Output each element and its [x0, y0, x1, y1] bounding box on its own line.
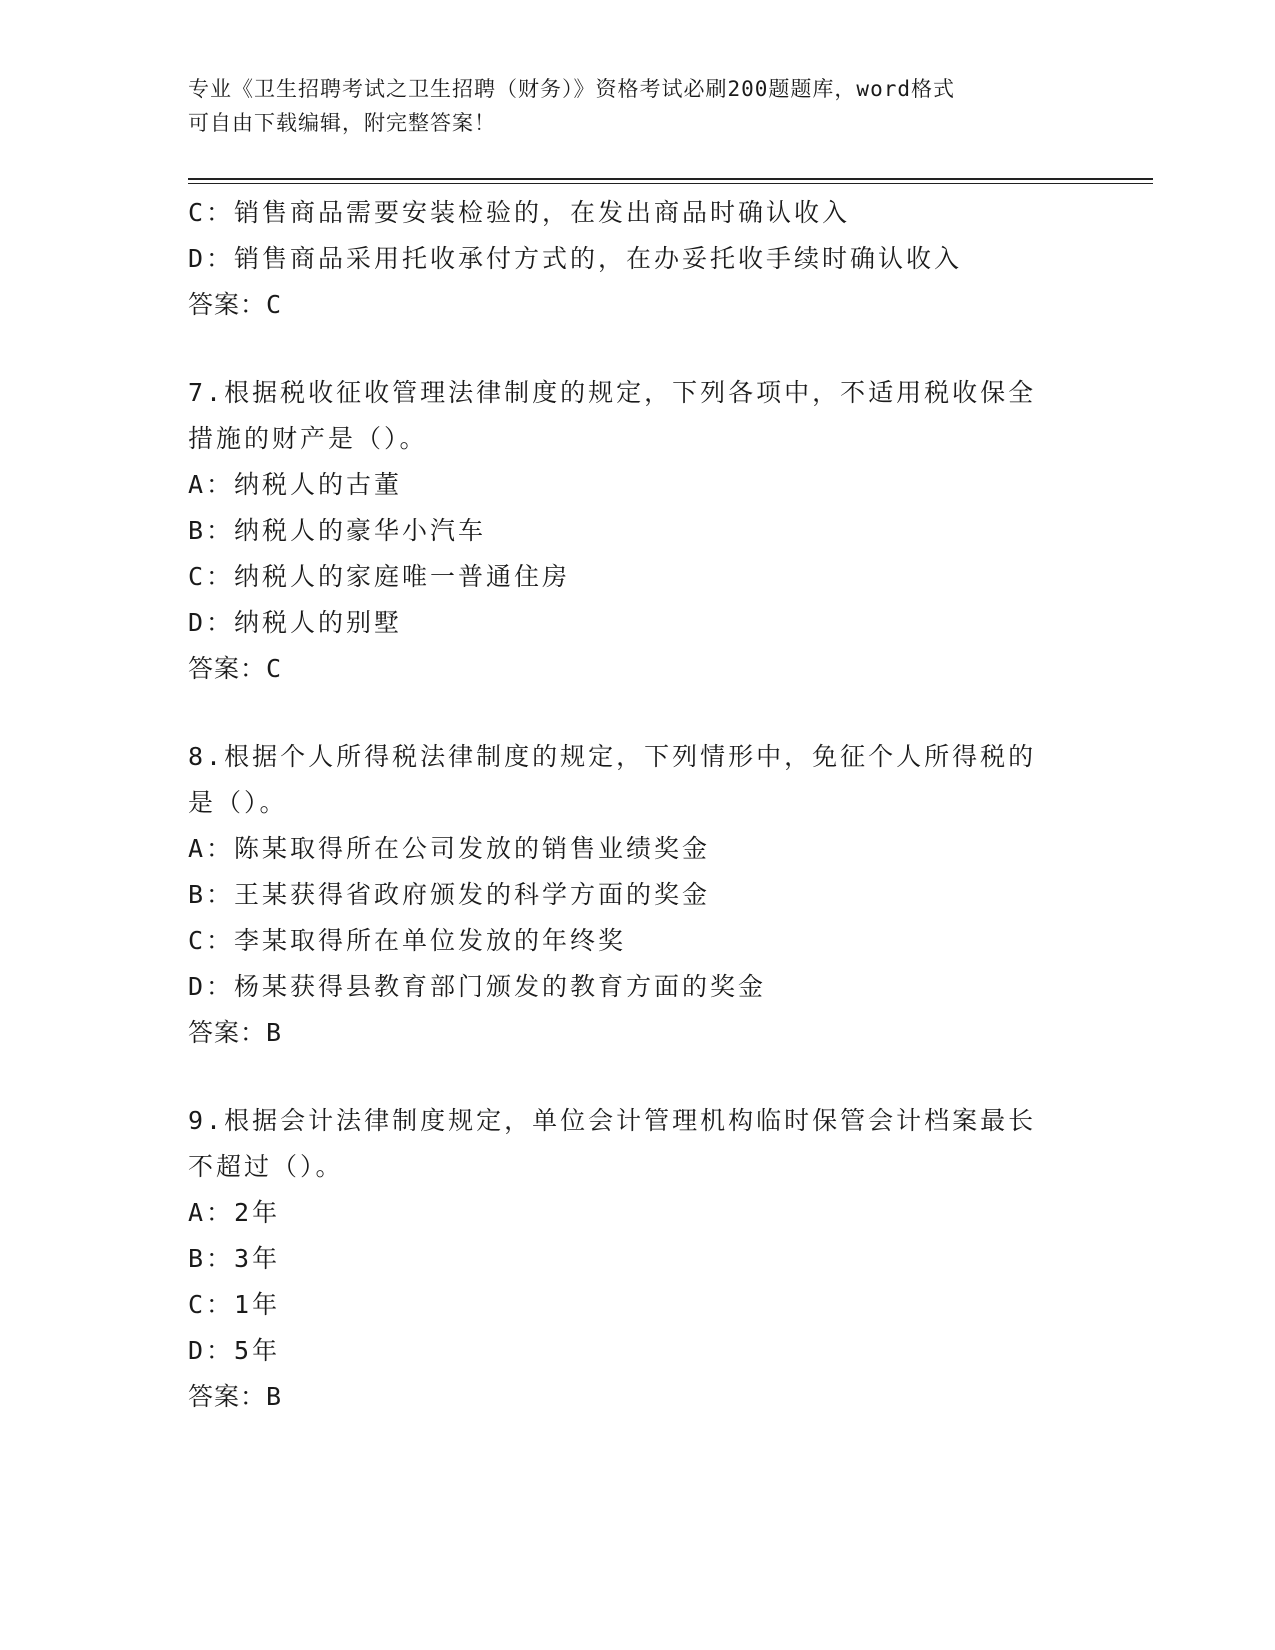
option-d: D：杨某获得县教育部门颁发的教育方面的奖金 [188, 972, 767, 1001]
question-6-continued [188, 190, 1088, 328]
header-divider-thick [188, 178, 1153, 180]
option-b: B：纳税人的豪华小汽车 [188, 516, 487, 545]
answer-line: 答案：C [188, 654, 283, 683]
question-stem-line-1: 8.根据个人所得税法律制度的规定，下列情形中，免征个人所得税的 [188, 742, 1037, 771]
option-b: B：3年 [188, 1244, 281, 1273]
question-7 [188, 370, 1088, 692]
answer-line: 答案：B [188, 1382, 283, 1411]
option-c: C：1年 [188, 1290, 281, 1319]
option-c: C：销售商品需要安装检验的，在发出商品时确认收入 [188, 198, 851, 227]
header-divider-thin [188, 183, 1153, 184]
option-c: C：纳税人的家庭唯一普通住房 [188, 562, 571, 591]
answer-line: 答案：B [188, 1018, 283, 1047]
question-stem-line-2: 不超过（）。 [188, 1152, 344, 1181]
question-8 [188, 734, 1088, 1056]
question-stem-line-1: 9.根据会计法律制度规定，单位会计管理机构临时保管会计档案最长 [188, 1106, 1037, 1135]
spacer [188, 328, 1088, 370]
option-b: B：王某获得省政府颁发的科学方面的奖金 [188, 880, 711, 909]
option-a: A：2年 [188, 1198, 281, 1227]
question-stem-line-1: 7.根据税收征收管理法律制度的规定，下列各项中，不适用税收保全 [188, 378, 1037, 407]
question-stem-line-2: 措施的财产是（）。 [188, 424, 428, 453]
option-d: D：销售商品采用托收承付方式的，在办妥托收手续时确认收入 [188, 244, 963, 273]
spacer [188, 692, 1088, 734]
option-c: C：李某取得所在单位发放的年终奖 [188, 926, 627, 955]
option-d: D：纳税人的别墅 [188, 608, 403, 637]
option-a: A：纳税人的古董 [188, 470, 403, 499]
answer-line: 答案：C [188, 290, 283, 319]
header-title-line-2: 可自由下载编辑，附完整答案！ [188, 111, 496, 135]
question-9 [188, 1098, 1088, 1420]
question-stem-line-2: 是（）。 [188, 788, 288, 817]
document-header [188, 72, 1068, 140]
option-a: A：陈某取得所在公司发放的销售业绩奖金 [188, 834, 711, 863]
spacer [188, 1056, 1088, 1098]
question-list [188, 190, 1088, 1420]
header-title-line-1: 专业《卫生招聘考试之卫生招聘（财务）》资格考试必刷200题题库，word格式 [188, 77, 955, 101]
option-d: D：5年 [188, 1336, 281, 1365]
